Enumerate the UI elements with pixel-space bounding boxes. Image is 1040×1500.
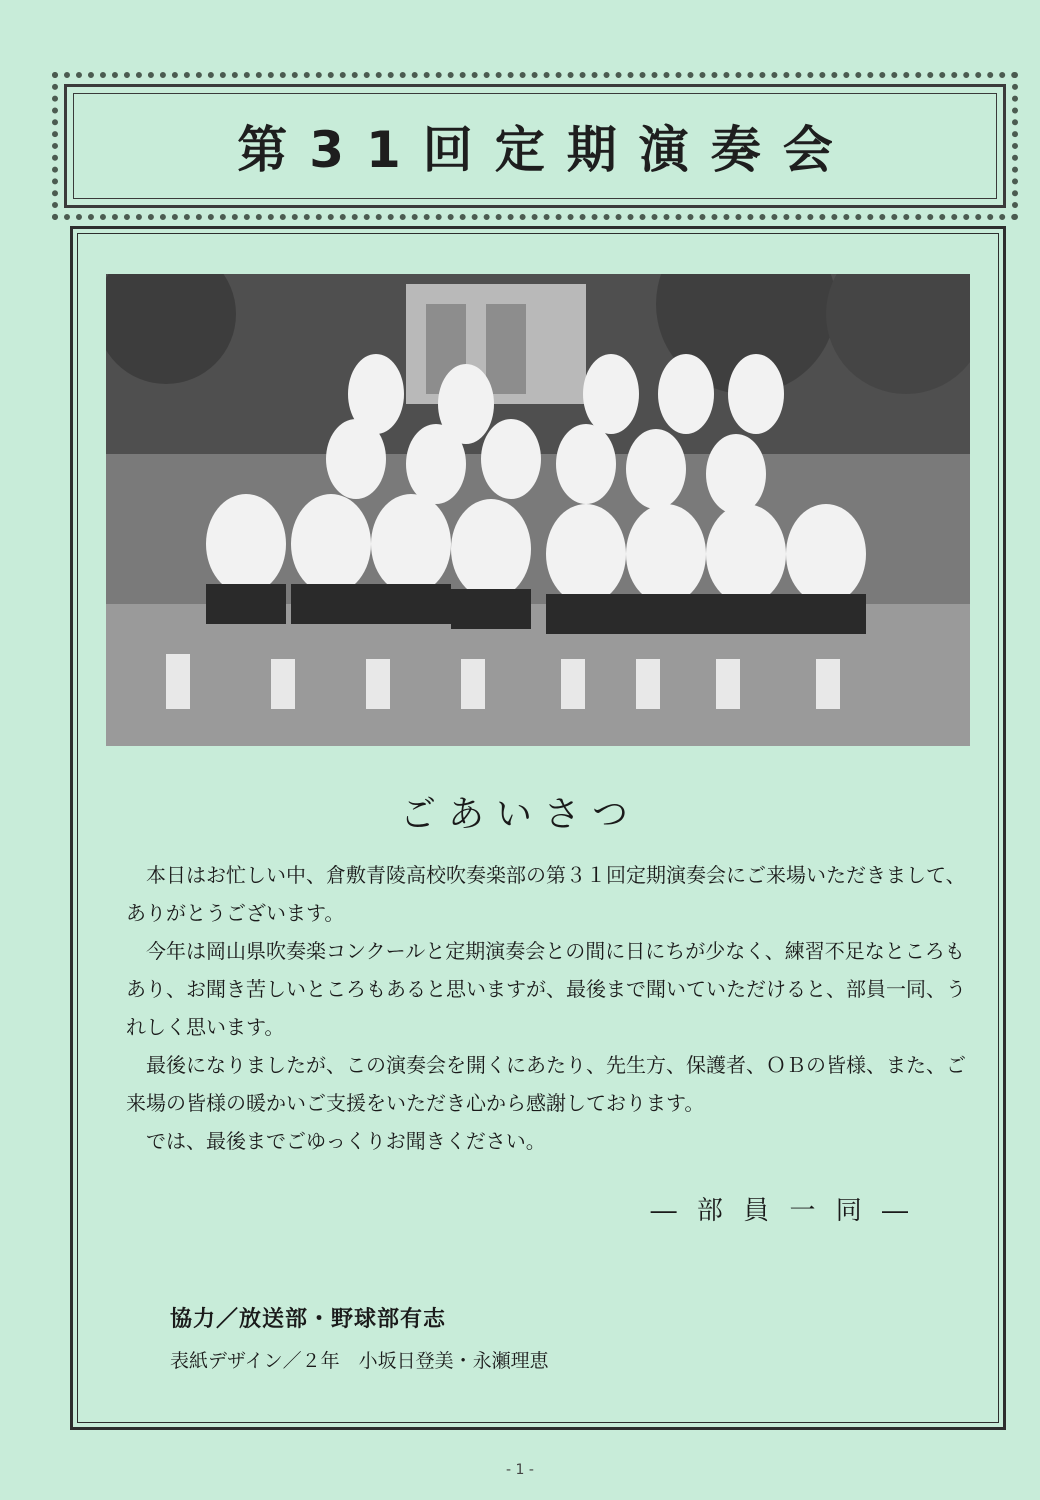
cooperation-credit: 協力／放送部・野球部有志: [170, 1307, 447, 1332]
greeting-paragraph: 今年は岡山県吹奏楽コンクールと定期演奏会との間に日にちが少なく、練習不足なところもあり、お聞き苦しいところもあると思いますが、最後まで聞いていただけると、部員一同、うれしく思います。: [126, 939, 966, 1039]
greeting-body: [126, 856, 966, 1160]
greeting-paragraph: 本日はお忙しい中、倉敷青陵高校吹奏楽部の第３１回定期演奏会にご来場いただきまして、ありがとうございます。: [126, 863, 966, 925]
greeting-paragraph: 最後になりましたが、この演奏会を開くにあたり、先生方、保護者、ＯＢの皆様、また、ご来場の皆様の暖かいご支援をいただき心から感謝しております。: [126, 1053, 966, 1115]
signature: ― 部 員 一 同 ―: [650, 1196, 914, 1226]
page-number: - 1 -: [506, 1462, 534, 1478]
greeting-paragraph: では、最後までごゆっくりお聞きください。: [146, 1129, 546, 1153]
cover-design-credit: 表紙デザイン／２年 小坂日登美・永瀬理恵: [170, 1350, 549, 1372]
group-photo: [106, 274, 970, 746]
greeting-heading: ごあいさつ: [399, 794, 640, 835]
group-photo-illustration: [106, 274, 970, 746]
page-title: 第31回定期演奏会: [237, 121, 855, 179]
title-frame: [64, 84, 1006, 208]
